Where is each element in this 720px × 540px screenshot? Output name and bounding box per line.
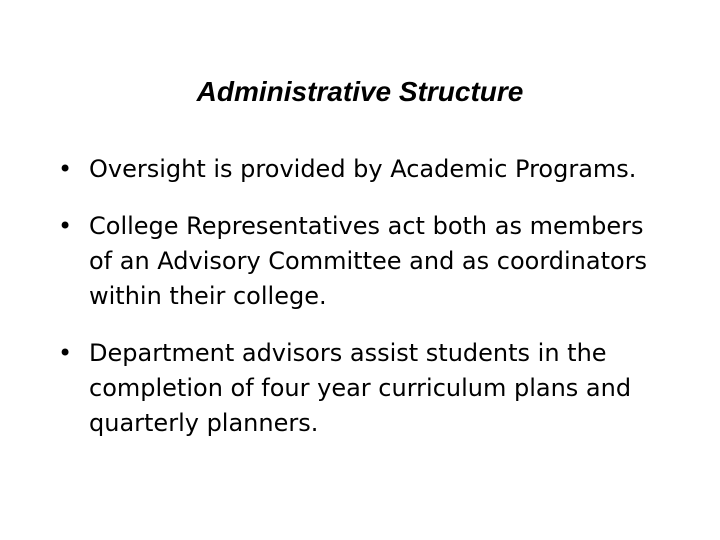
bullet-icon: • bbox=[58, 212, 73, 240]
bullet-icon: • bbox=[58, 339, 73, 367]
bullet-text: Oversight is provided by Academic Programs. bbox=[89, 155, 637, 183]
bullet-icon: • bbox=[58, 155, 73, 183]
slide-title: Administrative Structure bbox=[196, 76, 524, 107]
bullet-item-college-representatives bbox=[58, 209, 678, 314]
bullet-item-oversight bbox=[58, 152, 678, 187]
bullet-item-department-advisors bbox=[58, 336, 678, 441]
bullet-text: Department advisors assist students in the completion of four year curriculum plans and quarterly planners. bbox=[89, 339, 632, 437]
bullet-text: College Representatives act both as members of an Advisory Committee and as coordinators within their college. bbox=[89, 212, 648, 310]
bullet-list bbox=[58, 152, 678, 441]
